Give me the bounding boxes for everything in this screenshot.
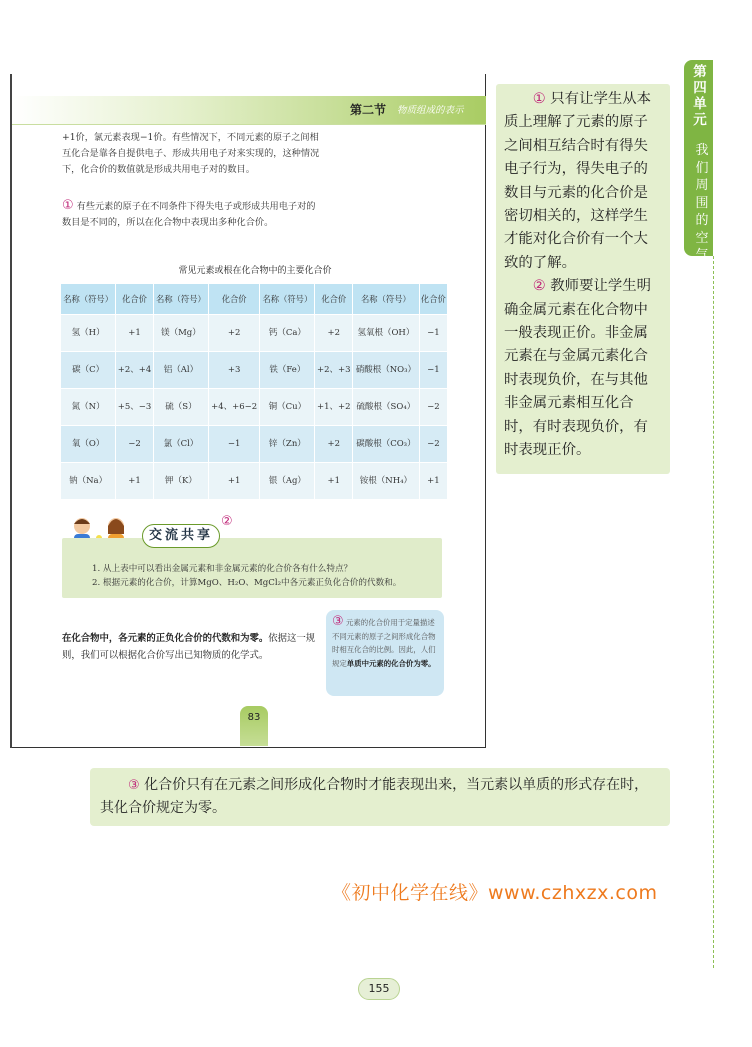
table-cell: −2 — [419, 389, 447, 426]
table-cell: +2、+3 — [315, 352, 353, 389]
marker-1: ① — [62, 198, 74, 213]
table-cell: 铝（Al） — [153, 352, 208, 389]
column-header: 名称（符号） — [61, 284, 116, 315]
column-header: 名称（符号） — [260, 284, 315, 315]
table-cell: −1 — [209, 426, 260, 463]
unit-name: 我们周围的空气 — [695, 143, 709, 263]
table-cell: 硫酸根（SO₄） — [353, 389, 420, 426]
inner-page-number: 83 — [240, 706, 268, 746]
table-cell: +2、+4 — [116, 352, 154, 389]
marker-3: ③ — [128, 778, 140, 793]
table-cell: 氧（O） — [61, 426, 116, 463]
table-row — [61, 352, 448, 389]
rule-paragraph — [62, 630, 318, 664]
teacher-note-box — [496, 84, 670, 474]
table-cell: 钠（Na） — [61, 463, 116, 500]
table-cell: +1 — [116, 463, 154, 500]
paragraph-2-text: 有些元素的原子在不同条件下得失电子或形成共用电子对的数目是不同的，所以在化合物中表现出多种化合价。 — [62, 201, 316, 228]
rule-rest: 依据这一规则，我们可以根据化合价写出已知物质的化学式。 — [62, 633, 316, 661]
table-cell: −2 — [116, 426, 154, 463]
table-cell: +3 — [209, 352, 260, 389]
marker-2: ② — [532, 278, 546, 295]
teacher-note-1 — [504, 88, 662, 275]
note-3-bold: 单质中元素的化合价为零。 — [346, 658, 436, 668]
table-cell: 钾（K） — [153, 463, 208, 500]
table-cell: 氯（Cl） — [153, 426, 208, 463]
bottom-note-box — [90, 768, 670, 826]
table-cell: 氢氧根（OH） — [353, 315, 420, 352]
share-question-1: 1. 从上表中可以看出金属元素和非金属元素的化合价各有什么特点？ — [92, 564, 353, 574]
table-cell: 铵根（NH₄） — [353, 463, 420, 500]
column-header: 名称（符号） — [153, 284, 208, 315]
page-number: 155 — [358, 978, 400, 1000]
column-header: 化合价 — [315, 284, 353, 315]
marker-2: ② — [221, 514, 233, 529]
section-title: 第二节 — [350, 103, 387, 117]
share-question-2: 2. 根据元素的化合价，计算MgO、H₂O、MgCl₂中各元素正负化合价的代数和。 — [92, 578, 402, 588]
table-cell: +1 — [419, 463, 447, 500]
table-cell: +1 — [315, 463, 353, 500]
column-header: 名称（符号） — [353, 284, 420, 315]
unit-heading: 第四单元 — [693, 64, 707, 128]
paragraph-2 — [62, 198, 320, 231]
table-row — [61, 426, 448, 463]
column-header: 化合价 — [116, 284, 154, 315]
table-cell: 氢（H） — [61, 315, 116, 352]
teacher-note-2 — [504, 275, 662, 462]
table-cell: +2 — [315, 426, 353, 463]
table-title: 常见元素或根在化合物中的主要化合价 — [178, 266, 332, 276]
margin-dashed-line — [713, 256, 714, 968]
table-cell: +4、+6−2 — [209, 389, 260, 426]
table-header-row — [61, 284, 448, 315]
rule-bold: 在化合物中，各元素的正负化合价的代数和为零。 — [62, 633, 269, 644]
table-cell: 锌（Zn） — [260, 426, 315, 463]
valence-table — [60, 283, 448, 500]
column-header: 化合价 — [419, 284, 447, 315]
table-cell: +2 — [209, 315, 260, 352]
table-cell: 硫（S） — [153, 389, 208, 426]
table-cell: −1 — [419, 352, 447, 389]
teacher-note-2-text: 教师要让学生明确金属元素在化合物中一般表现正价。非金属元素在与金属元素化合时表现负价，在与其他非金属元素相互化合时，有时表现负价，有时表现正价。 — [504, 278, 652, 459]
table-cell: 钙（Ca） — [260, 315, 315, 352]
table-row — [61, 315, 448, 352]
marker-3: ③ — [332, 614, 344, 629]
table-cell: 碳酸根（CO₃） — [353, 426, 420, 463]
table-row — [61, 463, 448, 500]
table-row — [61, 389, 448, 426]
marker-1: ① — [532, 91, 546, 107]
table-cell: −2 — [419, 426, 447, 463]
table-cell: +1 — [209, 463, 260, 500]
watermark-link[interactable]: 《初中化学在线》www.czhxzx.com — [332, 882, 658, 904]
table-cell: −1 — [419, 315, 447, 352]
table-cell: 铁（Fe） — [260, 352, 315, 389]
table-cell: 银（Ag） — [260, 463, 315, 500]
table-cell: +5、−3 — [116, 389, 154, 426]
bottom-note-text: 化合价只有在元素之间形成化合物时才能表现出来，当元素以单质的形式存在时，其化合价规定为零。 — [100, 777, 649, 816]
table-cell: 铜（Cu） — [260, 389, 315, 426]
column-header: 化合价 — [209, 284, 260, 315]
table-cell: 镁（Mg） — [153, 315, 208, 352]
paragraph-1: +1价，氯元素表现−1价。有些情况下，不同元素的原子之间相互化合是靠各自提供电子、形成共用电子对来实现的，这种情况下，化合价的数值就是形成共用电子对的数目。 — [62, 132, 320, 175]
table-cell: 碳（C） — [61, 352, 116, 389]
bottom-note — [100, 774, 660, 820]
table-cell: 氮（N） — [61, 389, 116, 426]
table-cell: +1、+2 — [315, 389, 353, 426]
table-cell: +1 — [116, 315, 154, 352]
note-3-box — [326, 610, 444, 696]
page-left-rule — [10, 74, 12, 748]
share-title: 交流共享 — [142, 524, 220, 548]
header-divider — [12, 124, 486, 125]
unit-tab-edge — [713, 60, 717, 256]
table-cell: +2 — [315, 315, 353, 352]
table-cell: 硝酸根（NO₃） — [353, 352, 420, 389]
note-3-text: 元素的化合价用于定量描述不同元素的原子之间形成化合物时相互化合的比例。因此，人们规定 — [332, 618, 436, 668]
section-subtitle: 物质组成的表示 — [397, 105, 464, 116]
teacher-note-1-text: 只有让学生从本质上理解了元素的原子之间相互结合时有得失电子行为，得失电子的数目与元素的化合价是密切相关的，这样学生才能对化合价有一个大致的了解。 — [504, 91, 652, 271]
